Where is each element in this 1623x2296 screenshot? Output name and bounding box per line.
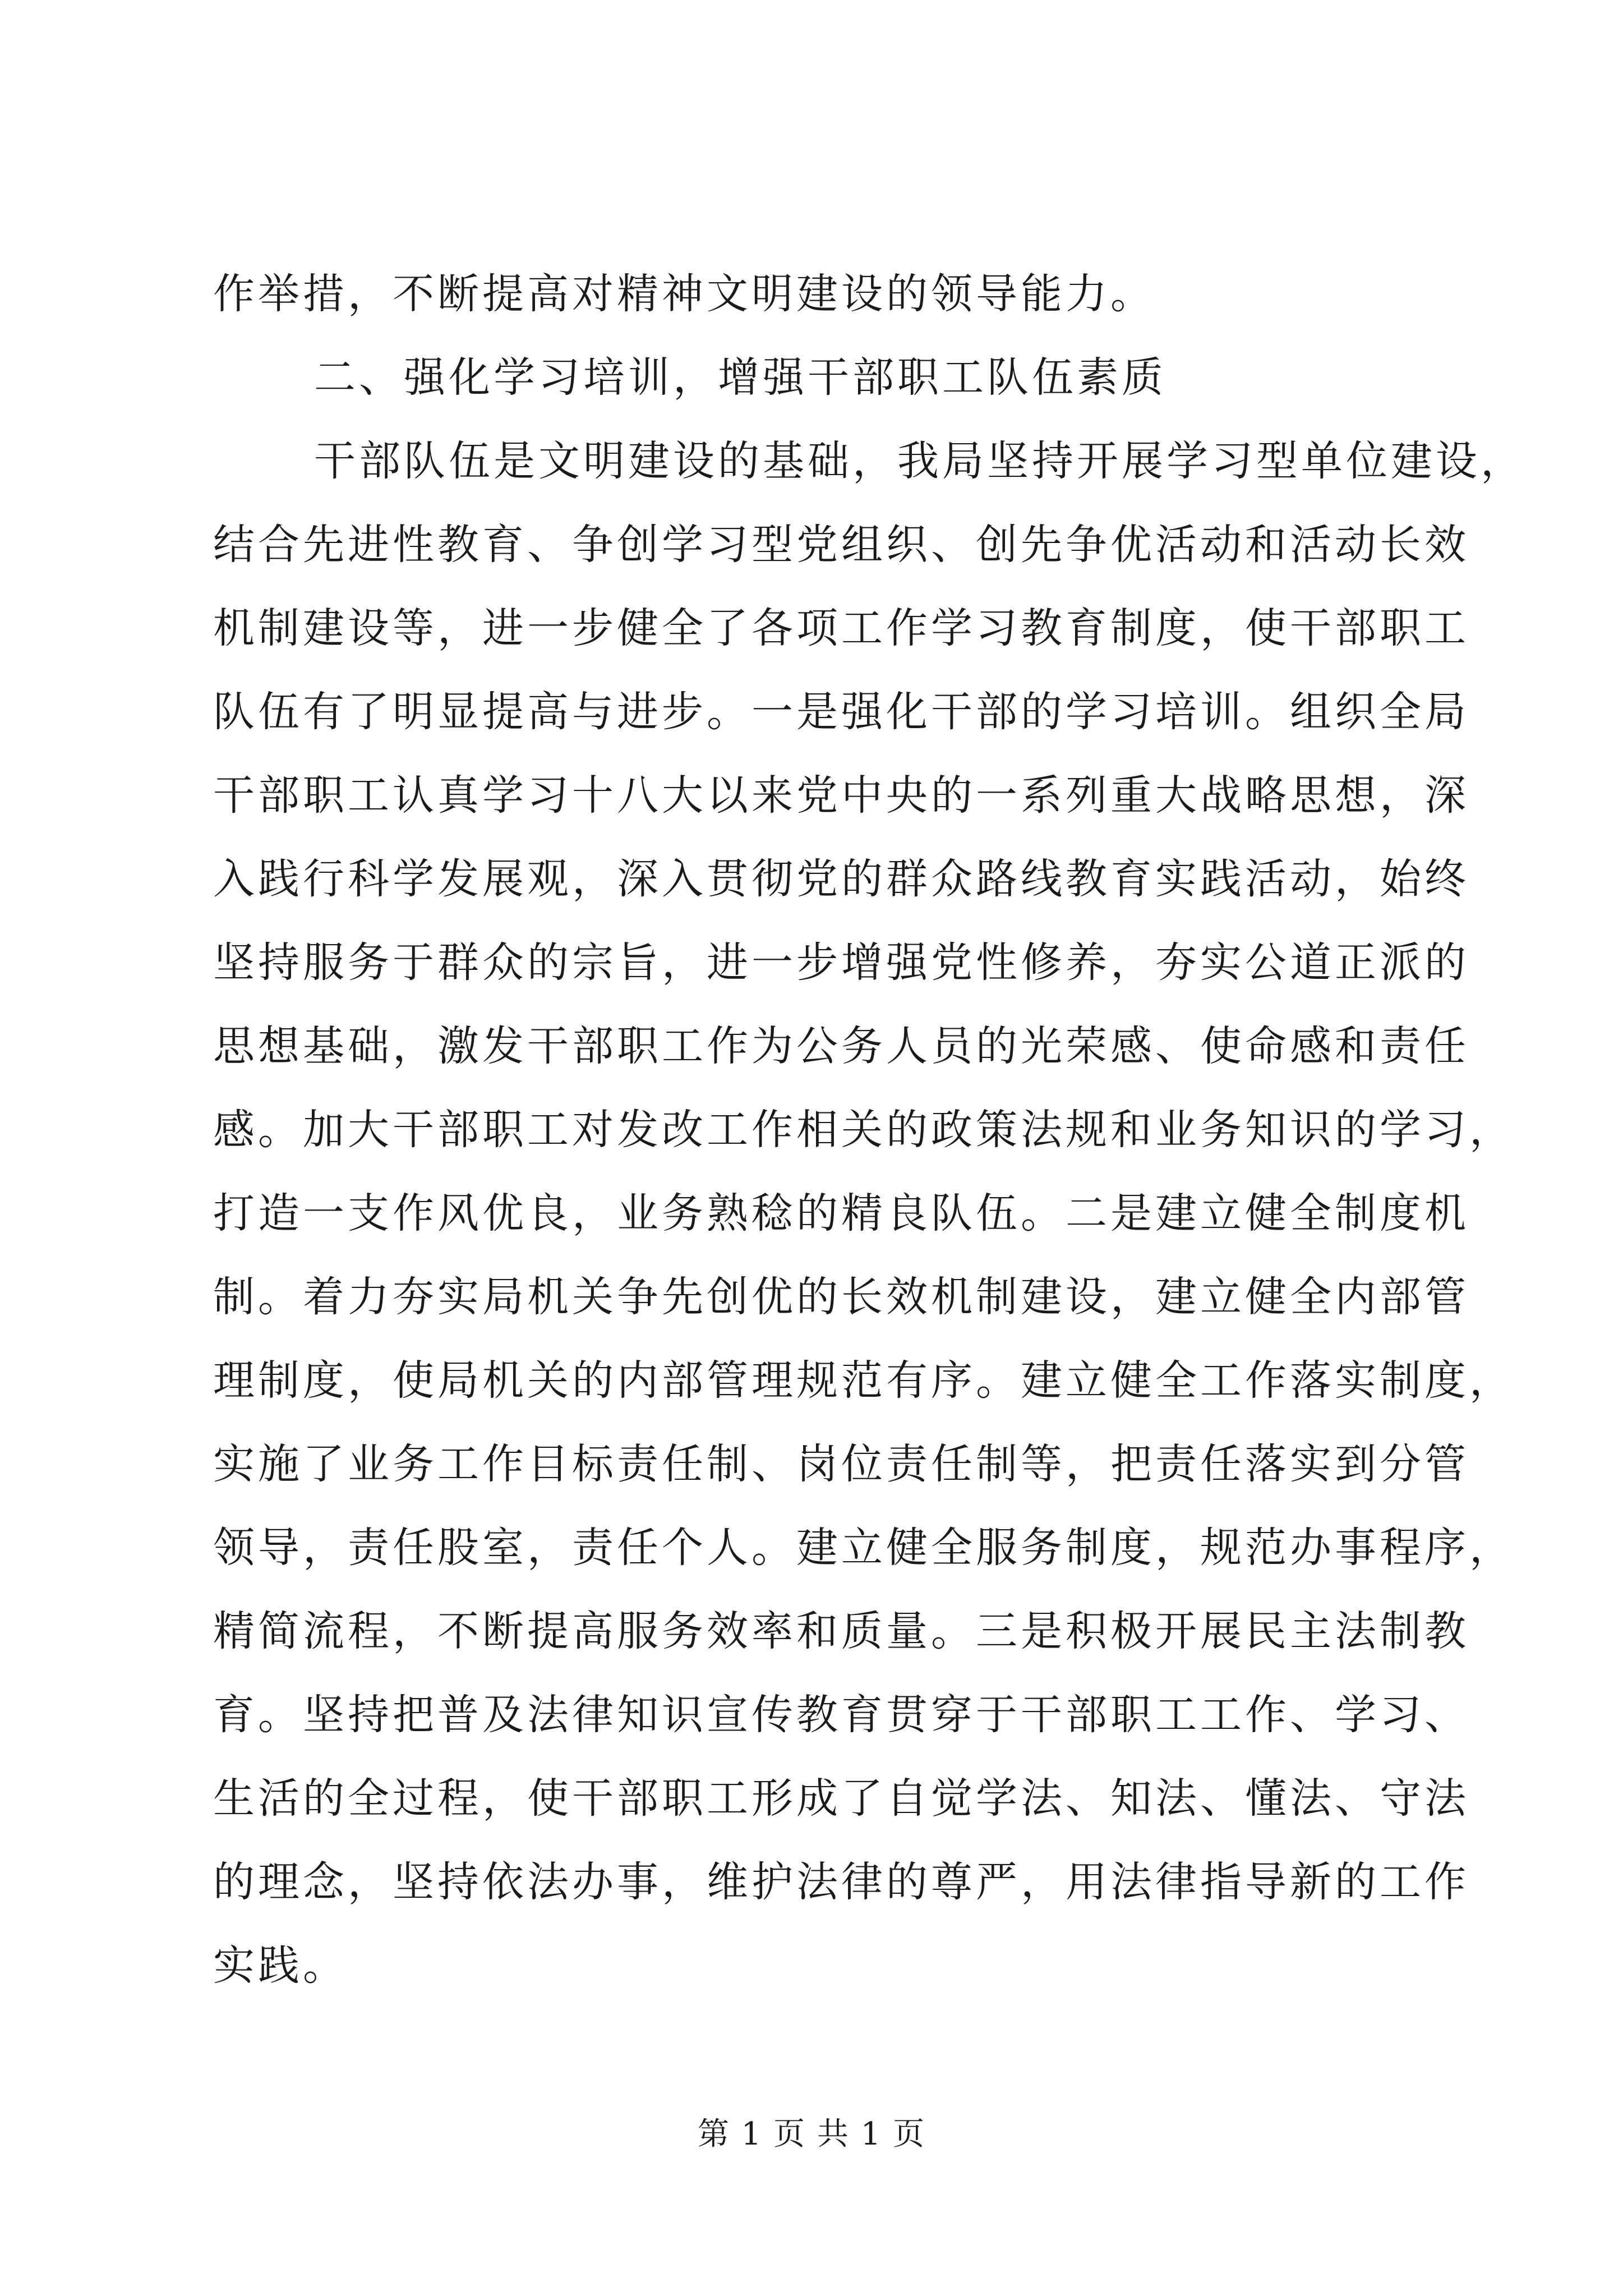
text-line: 干部职工认真学习十八大以来党中央的一系列重大战略思想，深 — [213, 771, 1469, 820]
text-line: 坚持服务于群众的宗旨，进一步增强党性修养，夯实公道正派的 — [213, 938, 1469, 987]
text-line: 生活的全过程，使干部职工形成了自觉学法、知法、懂法、守法 — [213, 1774, 1469, 1823]
text-line: 实践。 — [213, 1941, 348, 1990]
text-line: 精简流程，不断提高服务效率和质量。三是积极开展民主法制教 — [213, 1607, 1469, 1655]
text-line: 制。着力夯实局机关争先创优的长效机制建设，建立健全内部管 — [213, 1273, 1469, 1321]
text-line: 实施了业务工作目标责任制、岗位责任制等，把责任落实到分管 — [213, 1440, 1469, 1488]
text-line: 干部队伍是文明建设的基础，我局坚持开展学习型单位建设， — [314, 437, 1525, 485]
text-line: 作举措，不断提高对精神文明建设的领导能力。 — [213, 270, 1155, 318]
text-line: 队伍有了明显提高与进步。一是强化干部的学习培训。组织全局 — [213, 688, 1469, 736]
text-line: 育。坚持把普及法律知识宣传教育贯穿于干部职工工作、学习、 — [213, 1691, 1469, 1739]
text-line: 入践行科学发展观，深入贯彻党的群众路线教育实践活动，始终 — [213, 855, 1469, 903]
text-line: 打造一支作风优良，业务熟稔的精良队伍。二是建立健全制度机 — [213, 1189, 1469, 1237]
document-body — [213, 252, 1525, 2008]
text-line: 机制建设等，进一步健全了各项工作学习教育制度，使干部职工 — [213, 604, 1469, 652]
page-footer: 第 1 页 共 1 页 — [697, 2116, 926, 2152]
text-line: 思想基础，激发干部职工作为公务人员的光荣感、使命感和责任 — [213, 1022, 1469, 1070]
text-line: 感。加大干部职工对发改工作相关的政策法规和业务知识的学习， — [213, 1106, 1514, 1154]
text-line: 的理念，坚持依法办事，维护法律的尊严，用法律指导新的工作 — [213, 1858, 1469, 1906]
text-line: 结合先进性教育、争创学习型党组织、创先争优活动和活动长效 — [213, 521, 1469, 569]
text-line: 理制度，使局机关的内部管理规范有序。建立健全工作落实制度， — [213, 1356, 1514, 1405]
text-line: 领导，责任股室，责任个人。建立健全服务制度，规范办事程序， — [213, 1524, 1514, 1572]
section-heading: 二、强化学习培训，增强干部职工队伍素质 — [314, 353, 1166, 402]
